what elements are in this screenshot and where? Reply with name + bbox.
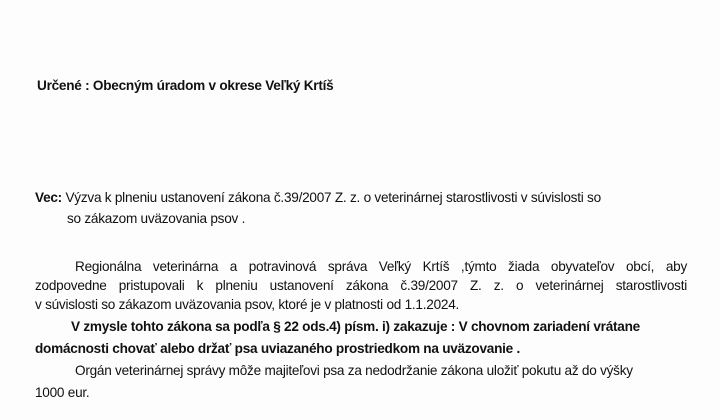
subject-text: Výzva k plneniu ustanovení zákona č.39/2007 Z. z. o veterinárnej starostlivosti v súvislosti so <box>61 190 601 205</box>
paragraph2-line1: V zmysle tohto zákona sa podľa § 22 ods.4) písm. i) zakazuje : V chovnom zariadení vrátane <box>71 319 640 334</box>
paragraph1-line1: Regionálna veterinárna a potravinová správa Veľký Krtíš ,týmto žiada obyvateľov obcí, aby <box>75 259 687 274</box>
paragraph1-line2: zodpovedne pristupovali k plneniu ustanovení zákona č.39/2007 Z. z. o veterinárnej starostlivosti <box>35 278 687 293</box>
paragraph3-line1: Orgán veterinárnej správy môže majiteľovi psa za nedodržanie zákona uložiť pokutu až do výšky <box>75 363 633 378</box>
paragraph1-line3: v súvislosti so zákazom uväzovania psov, ktoré je v platnosti od 1.1.2024. <box>35 297 460 312</box>
paragraph2-line2: domácnosti chovať alebo držať psa uviazaného prostriedkom na uväzovanie . <box>35 341 521 356</box>
subject-label: Vec: <box>35 190 62 205</box>
subject-line-1 <box>35 189 601 207</box>
recipient-line: Určené : Obecným úradom v okrese Veľký Krtíš <box>37 78 334 93</box>
subject-line-2: so zákazom uväzovania psov . <box>67 211 246 226</box>
paragraph3-line2: 1000 eur. <box>35 385 90 400</box>
